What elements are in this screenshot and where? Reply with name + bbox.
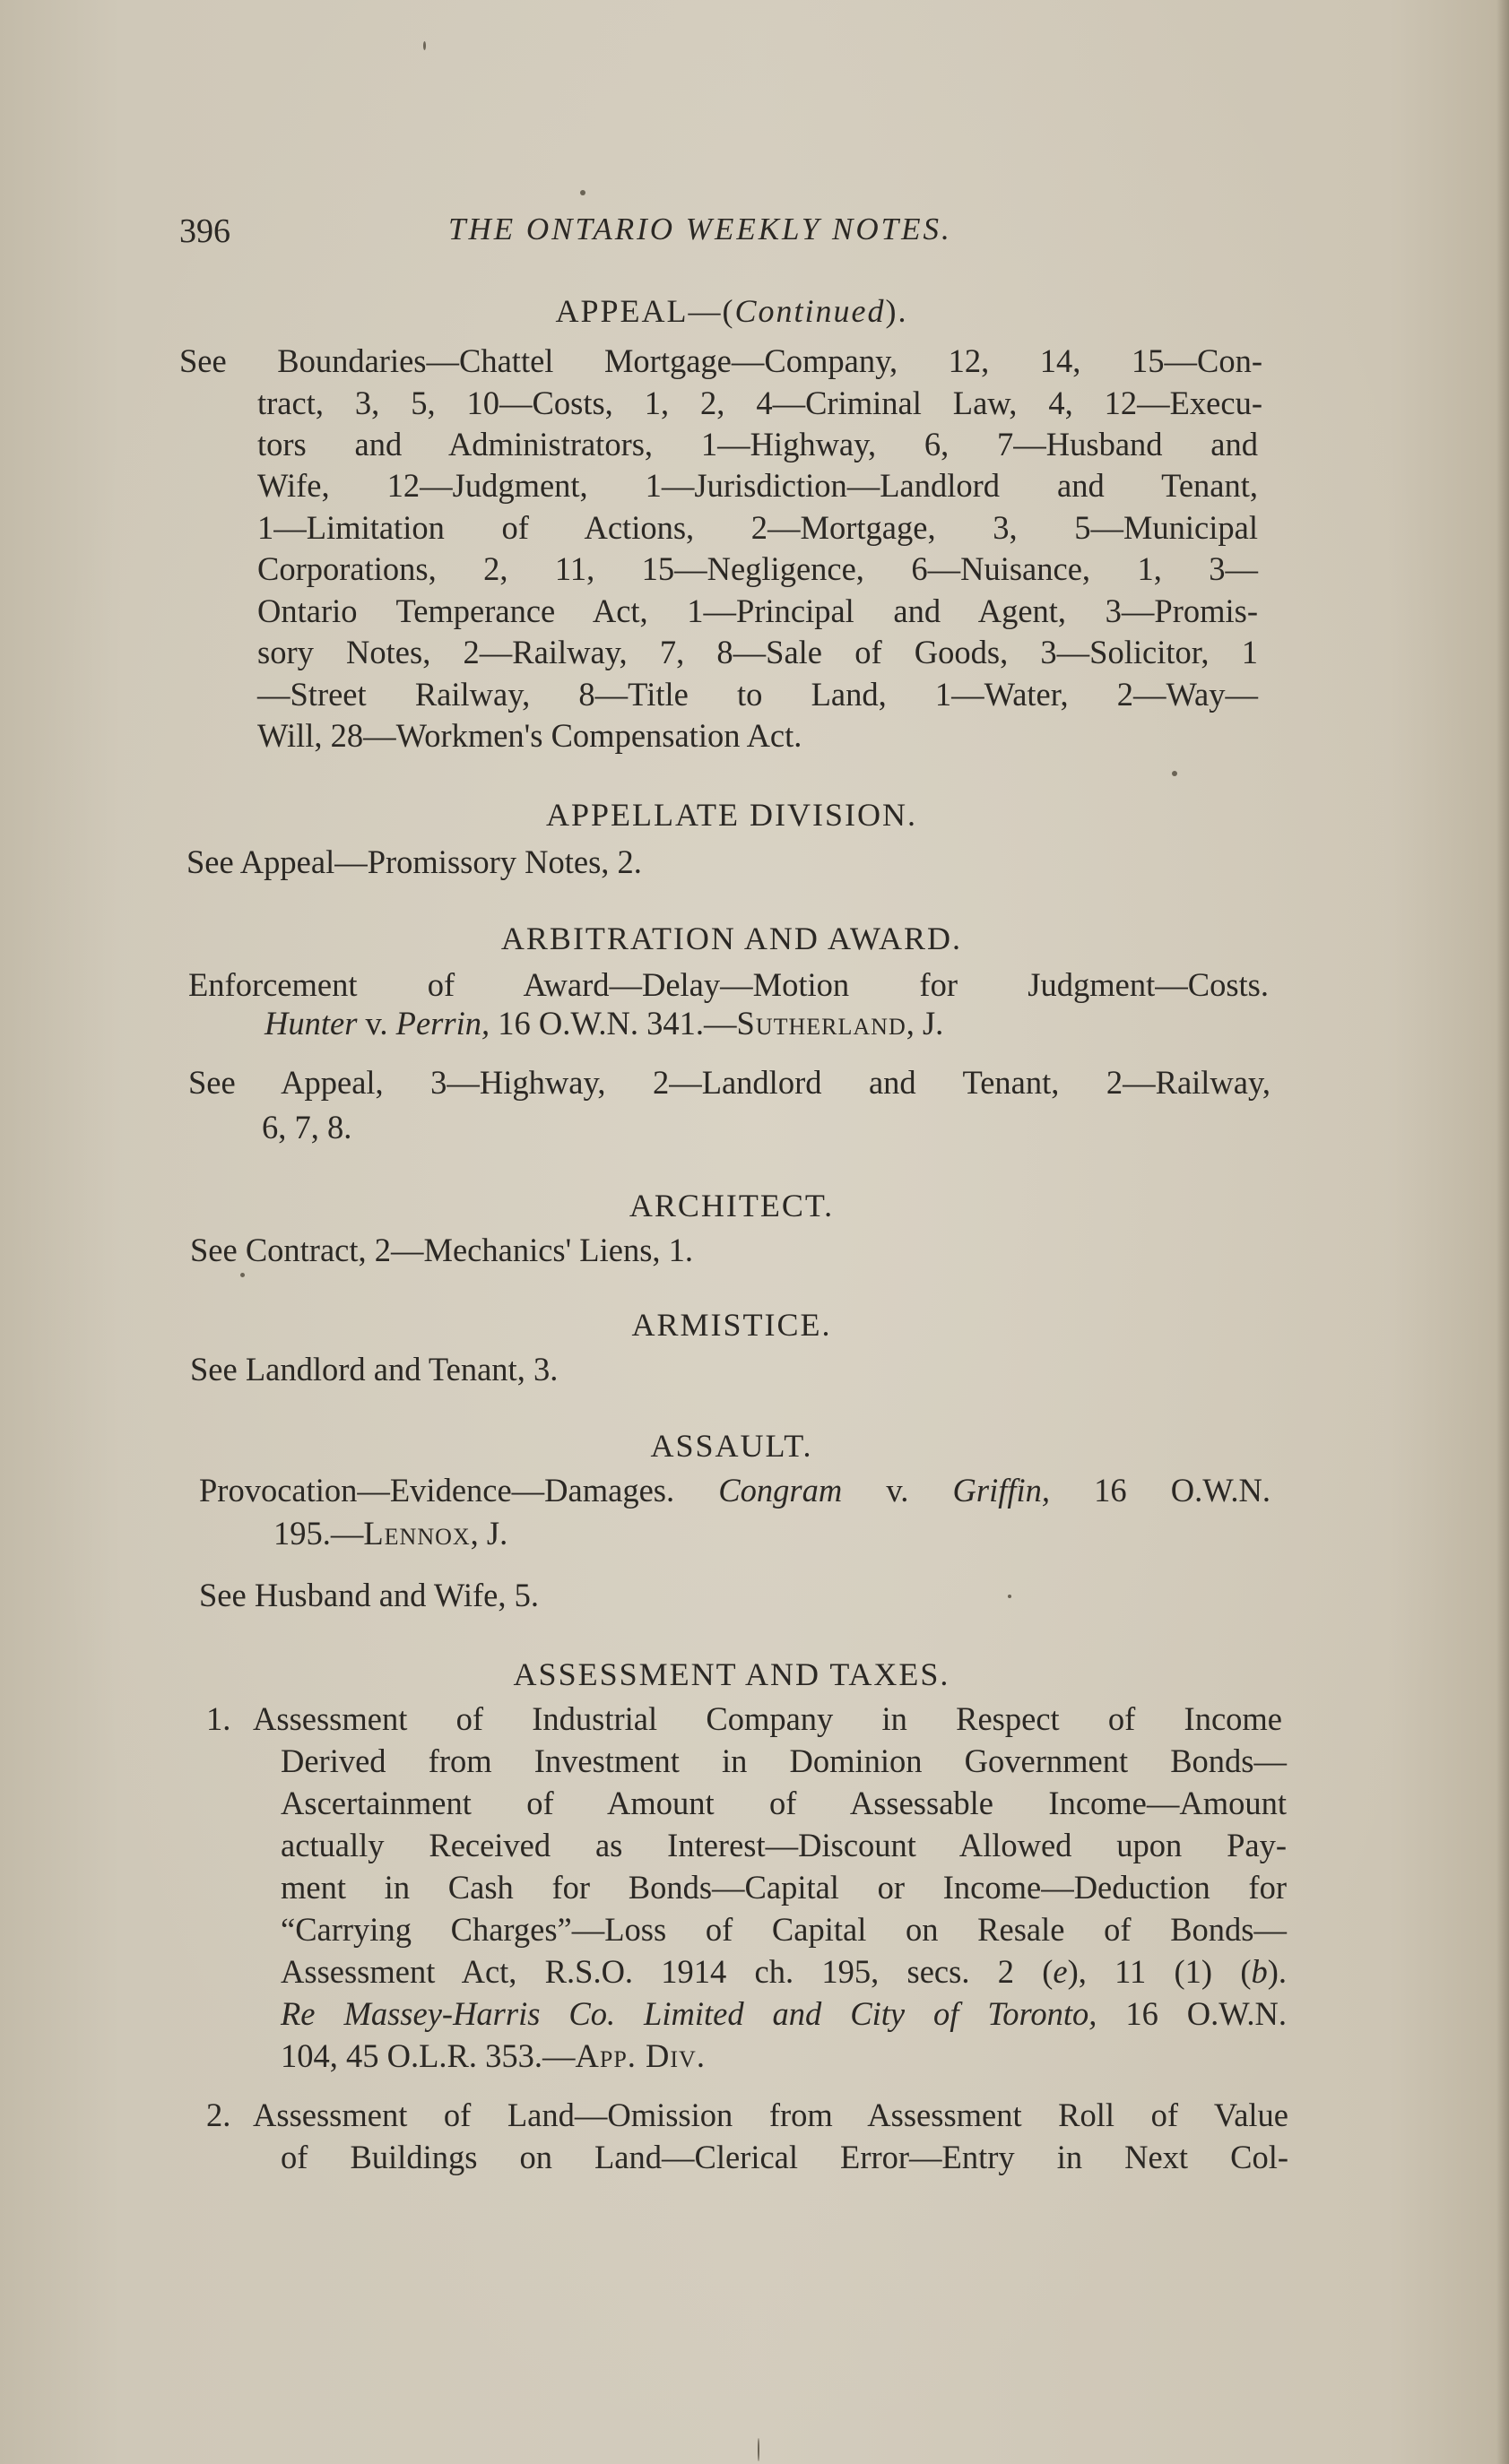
- scan-speck: [423, 41, 426, 50]
- arbitration-see-line: 6, 7, 8.: [262, 1109, 352, 1146]
- assessment-item1-line: [281, 2037, 705, 2074]
- page-header: [179, 212, 1284, 258]
- architect-see: See Contract, 2—Mechanics' Liens, 1.: [190, 1232, 694, 1268]
- assault-line: [273, 1517, 507, 1551]
- judge-suffix: , J.: [470, 1515, 508, 1552]
- assessment-item1-line: [281, 1995, 1287, 2032]
- appeal-line: Will, 28—Workmen's Compensation Act.: [257, 717, 802, 754]
- case-versus: v.: [842, 1472, 953, 1509]
- case-name: Congram: [718, 1472, 843, 1509]
- assessment-item1-line: [281, 1953, 1288, 1990]
- court-suffix: .: [696, 2037, 705, 2074]
- page-number: 396: [179, 212, 230, 250]
- assessment-item2-line: Assessment of Land—Omission from Assessment Roll of Value: [253, 2097, 1288, 2133]
- appeal-line: Corporations, 2, 11, 15—Negligence, 6—Nuisance, 1, 3—: [257, 550, 1258, 587]
- arbitration-line: Enforcement of Award—Delay—Motion for Judgment—Costs.: [188, 966, 1269, 1003]
- court-name: App. Div: [575, 2037, 697, 2074]
- case-citation: 16 O.W.N.: [1050, 1472, 1271, 1509]
- item-number: 1.: [206, 1700, 231, 1737]
- assessment-item1-line: Assessment of Industrial Company in Respect of Income: [253, 1700, 1282, 1737]
- section-heading-assessment: ASSESSMENT AND TAXES.: [513, 1656, 950, 1692]
- case-citation: 104, 45 O.L.R. 353.—: [281, 2037, 576, 2074]
- running-head: THE ONTARIO WEEKLY NOTES.: [448, 212, 952, 246]
- assessment-item1-line: Derived from Investment in Dominion Government Bonds—: [281, 1742, 1287, 1779]
- statute-text: ).: [1267, 1953, 1288, 1990]
- arbitration-case-line: [265, 1007, 943, 1041]
- clause-letter: b: [1251, 1953, 1268, 1990]
- appeal-line: See Boundaries—Chattel Mortgage—Company, 12, 14, 15—Con-: [179, 342, 1262, 379]
- case-citation: 16 O.W.N. 341.—: [490, 1005, 737, 1042]
- case-citation: 16 O.W.N.: [1097, 1995, 1287, 2032]
- section-heading-arbitration: ARBITRATION AND AWARD.: [500, 921, 963, 956]
- assessment-item1-line: ment in Cash for Bonds—Capital or Income—Deduction for: [281, 1869, 1287, 1906]
- arbitration-see-line: See Appeal, 3—Highway, 2—Landlord and Tenant, 2—Railway,: [188, 1064, 1271, 1101]
- assessment-item1-line: Ascertainment of Amount of Assessable Income—Amount: [281, 1785, 1287, 1821]
- judge-name: Lennox: [363, 1515, 471, 1552]
- judge-suffix: , J.: [906, 1005, 944, 1042]
- scan-speck: [240, 1273, 245, 1277]
- case-versus: v.: [357, 1005, 396, 1042]
- case-name: Hunter: [265, 1005, 358, 1042]
- scan-speck: [1008, 1595, 1011, 1598]
- scan-speck: [1172, 771, 1177, 776]
- assessment-item1-line: actually Received as Interest—Discount Allowed upon Pay-: [281, 1827, 1287, 1863]
- assault-line: [199, 1474, 1271, 1508]
- appeal-line: 1—Limitation of Actions, 2—Mortgage, 3, 5—Municipal: [257, 509, 1258, 546]
- page-edge-shadow: [1496, 0, 1509, 2464]
- heading-italic: Continued: [734, 293, 886, 329]
- heading-suffix: ).: [885, 293, 908, 329]
- case-citation: 195.—: [273, 1515, 364, 1552]
- statute-text: Assessment Act, R.S.O. 1914 ch. 195, secs. 2 (: [281, 1953, 1054, 1990]
- appeal-line: tors and Administrators, 1—Highway, 6, 7—Husband and: [257, 426, 1258, 463]
- statute-text: ), 11 (1) (: [1067, 1953, 1252, 1990]
- section-heading-appellate-division: APPELLATE DIVISION.: [546, 797, 917, 833]
- case-name: Griffin,: [952, 1472, 1051, 1509]
- section-heading-architect: ARCHITECT.: [629, 1188, 835, 1223]
- appeal-line: tract, 3, 5, 10—Costs, 1, 2, 4—Criminal Law, 4, 12—Execu-: [257, 385, 1262, 421]
- section-heading-armistice: ARMISTICE.: [631, 1307, 832, 1343]
- assault-see: See Husband and Wife, 5.: [199, 1577, 539, 1613]
- appeal-line: Ontario Temperance Act, 1—Principal and Agent, 3—Promis-: [257, 592, 1258, 629]
- assault-text: Provocation—Evidence—Damages.: [199, 1472, 719, 1509]
- appeal-line: sory Notes, 2—Railway, 7, 8—Sale of Goods, 3—Solicitor, 1: [257, 634, 1258, 670]
- assessment-item1-line: “Carrying Charges”—Loss of Capital on Resale of Bonds—: [281, 1911, 1287, 1948]
- heading-text: APPEAL—(: [555, 293, 735, 329]
- case-name: Re Massey-Harris Co. Limited and City of Toronto,: [281, 1995, 1097, 2032]
- appeal-line: Wife, 12—Judgment, 1—Jurisdiction—Landlord and Tenant,: [257, 467, 1258, 504]
- case-name: Perrin,: [395, 1005, 490, 1042]
- clause-letter: e: [1053, 1953, 1068, 1990]
- appeal-line: —Street Railway, 8—Title to Land, 1—Water, 2—Way—: [257, 676, 1258, 713]
- item-number: 2.: [206, 2097, 231, 2133]
- assessment-item2-line: of Buildings on Land—Clerical Error—Entry in Next Col-: [281, 2139, 1288, 2175]
- judge-name: Sutherland: [736, 1005, 906, 1042]
- scan-speck: [758, 2438, 759, 2461]
- section-heading-appeal: [179, 292, 1284, 330]
- scan-speck: [580, 190, 585, 195]
- appellate-division-see: See Appeal—Promissory Notes, 2.: [186, 843, 642, 880]
- armistice-see: See Landlord and Tenant, 3.: [190, 1351, 559, 1388]
- section-heading-assault: ASSAULT.: [650, 1428, 813, 1464]
